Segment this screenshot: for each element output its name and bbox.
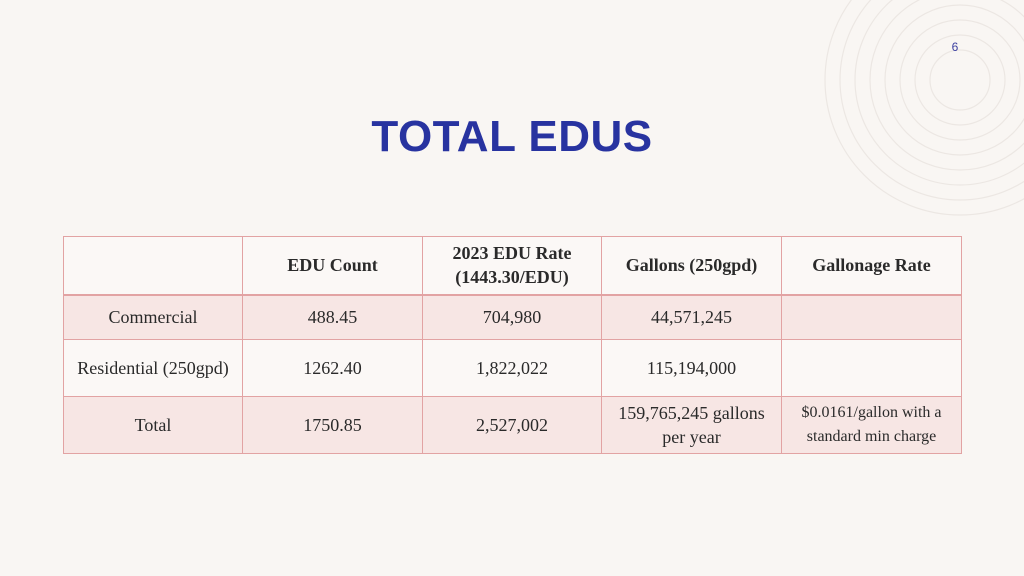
- table-row: [64, 340, 962, 397]
- gallonage-rate-cell: [782, 295, 962, 340]
- table-header-row: [64, 237, 962, 295]
- header-gallons: Gallons (250gpd): [602, 237, 782, 295]
- edu-table: [63, 236, 962, 454]
- gallonage-rate-cell: $0.0161/gallon with a standard min charge: [782, 397, 962, 454]
- edu-count-cell: 1262.40: [243, 340, 423, 397]
- page-title: TOTAL EDUS: [371, 112, 653, 161]
- edu-count-cell: 1750.85: [243, 397, 423, 454]
- edu-rate-cell: 1,822,022: [423, 340, 602, 397]
- header-edu-count: EDU Count: [243, 237, 423, 295]
- row-label: Total: [64, 397, 243, 454]
- page-number: 6: [951, 40, 959, 54]
- edu-count-cell: 488.45: [243, 295, 423, 340]
- edu-rate-cell: 704,980: [423, 295, 602, 340]
- gallonage-rate-cell: [782, 340, 962, 397]
- table-row: [64, 397, 962, 454]
- header-cell-empty: [64, 237, 243, 295]
- table-row: [64, 295, 962, 340]
- concentric-circles-decoration: [820, 0, 1024, 220]
- header-edu-rate: 2023 EDU Rate (1443.30/EDU): [423, 237, 602, 295]
- gallons-cell: 115,194,000: [602, 340, 782, 397]
- row-label: Residential (250gpd): [64, 340, 243, 397]
- edu-rate-cell: 2,527,002: [423, 397, 602, 454]
- gallons-cell: 44,571,245: [602, 295, 782, 340]
- gallons-cell: 159,765,245 gallons per year: [602, 397, 782, 454]
- row-label: Commercial: [64, 295, 243, 340]
- header-gallonage-rate: Gallonage Rate: [782, 237, 962, 295]
